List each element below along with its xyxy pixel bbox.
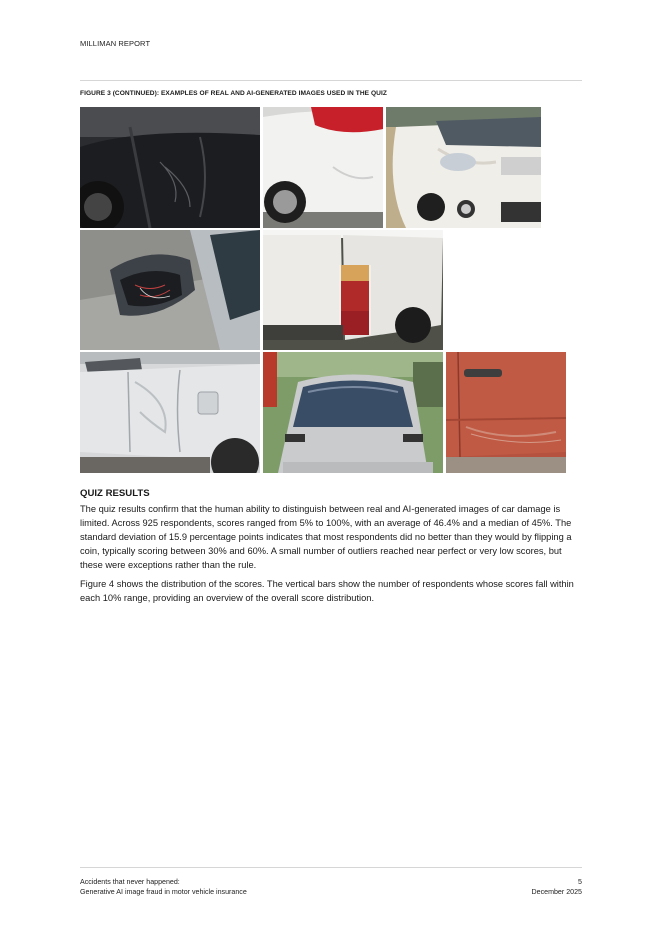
footer-title-line-1: Accidents that never happened:	[80, 878, 180, 886]
figure-title: FIGURE 3 (CONTINUED): EXAMPLES OF REAL AND AI-GENERATED IMAGES USED IN THE QUIZ	[80, 90, 387, 97]
header-divider	[80, 80, 582, 81]
white-sedan-front-damage-photo	[386, 107, 541, 228]
page-number: 5	[578, 878, 582, 886]
silver-car-front-street-photo	[263, 352, 443, 473]
footer-divider	[80, 867, 582, 868]
white-car-rear-bumper-damage-photo	[263, 107, 383, 228]
quiz-results-paragraph-1: The quiz results confirm that the human ability to distinguish between real and AI-generated images of car damage is limited. Across 925 respondents, scores ranged from 5% to 100%, with an average of 46.4% and a median of 45%. The standard deviation of 15.9 percentage points indicates that most respondents did no better than they would by flipping a coin, typically scoring between 30% and 60%. A small number of outliers reached near perfect or very low scores, but these were exceptions rather than the rule.	[80, 504, 572, 570]
footer-title-line-2: Generative AI image fraud in motor vehicle insurance	[80, 888, 247, 896]
red-car-door-scratch-photo	[446, 352, 566, 473]
white-van-rear-damage-photo	[263, 230, 443, 350]
quiz-results-heading: QUIZ RESULTS	[80, 488, 150, 499]
dark-car-side-damage-photo	[80, 107, 260, 228]
footer-date: December 2025	[531, 888, 582, 896]
report-header: MILLIMAN REPORT	[80, 39, 151, 48]
quiz-results-paragraph-2: Figure 4 shows the distribution of the scores. The vertical bars show the number of respondents whose scores fall within each 10% range, providing an overview of the overall score distribution.	[80, 579, 574, 603]
silver-truck-door-damage-photo	[80, 352, 260, 473]
broken-side-mirror-photo	[80, 230, 260, 350]
footer-document-title	[80, 877, 247, 897]
footer-page-info	[532, 877, 582, 897]
